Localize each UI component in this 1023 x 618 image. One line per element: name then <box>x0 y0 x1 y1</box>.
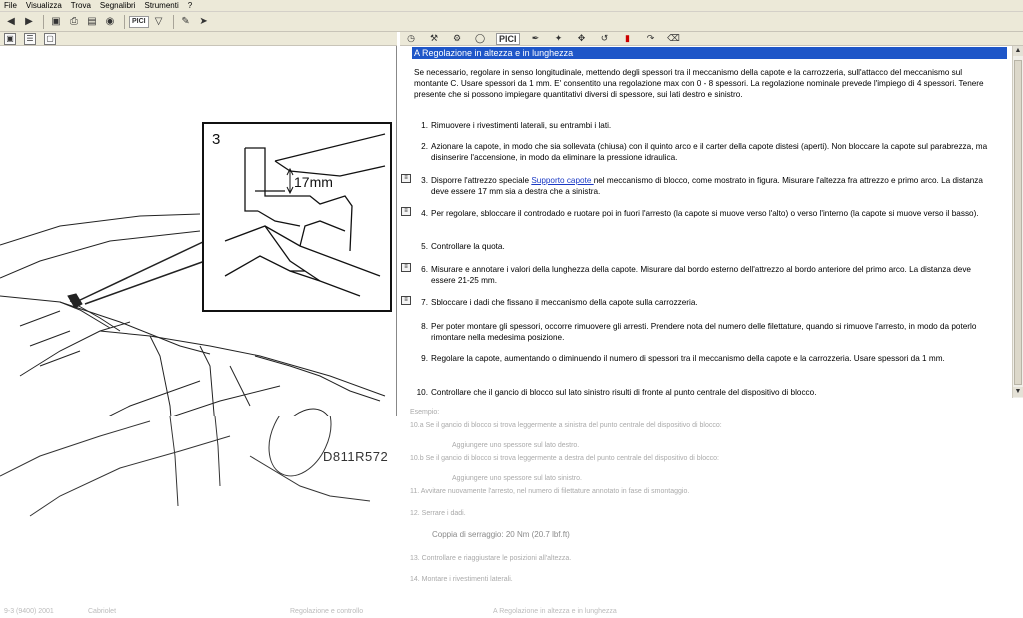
menu-trova[interactable]: Trova <box>70 0 91 10</box>
car-icon[interactable]: ▣ <box>51 16 61 27</box>
step-text: Rimuovere i rivestimenti laterali, su entrambi i lati. <box>431 121 612 130</box>
torque-value: Coppia di serraggio: 20 Nm (20.7 lbf.ft) <box>432 530 570 539</box>
reference-icon[interactable]: ≡ <box>401 174 411 183</box>
faded-line: 12. Serrare i dadi. <box>410 510 466 517</box>
faded-line: 10.a Se il gancio di blocco si trova leggermente a sinistra del punto centrale del dispositivo di blocco: <box>410 422 722 429</box>
reference-icon[interactable]: ≡ <box>401 263 411 272</box>
tool-icon[interactable]: ◯ <box>474 33 486 43</box>
convertible-roof-illustration <box>0 46 397 416</box>
step-text: Misurare e annotare i valori della lunghezza della capote. Misurare dal bordo esterno dell'attrezzo al bordo anteriore del primo arco. La distanza deve essere 21-25 mm. <box>431 265 971 285</box>
status-model: Cabriolet <box>88 608 117 615</box>
arrow-left-icon[interactable]: ◀ <box>7 16 15 27</box>
step-number: 7. <box>421 298 428 307</box>
dimension-label: 17mm <box>294 174 333 190</box>
menu-visualizza[interactable]: Visualizza <box>25 0 62 10</box>
intro-paragraph: Se necessario, regolare in senso longitudinale, mettendo degli spessori tra il meccanismo della capote e la carrozzeria, sull'attacco del meccanismo sul montante C. Usare spessori da 1 mm. E' consentito una regolazione max con 0 - 8 spessori. La regolazione nominale prevede l'impiego di 4 spessori. Tenere presente che si possono impiegare quantitativi diversi di spessore, sui lati destro e sinistro. <box>414 68 984 99</box>
move-icon[interactable]: ✥ <box>577 33 586 43</box>
menu-file[interactable]: File <box>4 0 17 10</box>
clock-icon[interactable]: ◷ <box>407 33 415 43</box>
step-text-part: nel meccanismo di blocco, come mostrato in figura. Misurare l'altezza fra attrezzo e primo arco. La distanza deve essere 17 mm sia a destra che a sinistra. <box>431 176 983 196</box>
step-number: 9. <box>421 354 428 363</box>
menu-segnalibri[interactable]: Segnalibri <box>99 0 136 10</box>
image-icon[interactable]: ▢ <box>44 33 56 45</box>
step-text: Per regolare, sbloccare il controdado e ruotare poi in fuori l'arresto (la capote si muove verso l'alto) o verso l'interno (la capote si muove verso il basso). <box>431 209 979 218</box>
scroll-up-icon[interactable]: ▲ <box>1014 47 1022 54</box>
menu-strumenti[interactable]: Strumenti <box>144 0 179 10</box>
supporto-capote-link[interactable]: Supporto capote <box>531 176 594 185</box>
step-text-part: Disporre l'attrezzo speciale <box>431 176 532 185</box>
step-number: 5. <box>421 242 428 251</box>
step-number: 10. <box>416 388 428 397</box>
vertical-scrollbar[interactable] <box>1012 46 1023 398</box>
toolbar-separator <box>43 15 44 29</box>
binoculars-icon[interactable]: ◉ <box>105 16 115 27</box>
step-text: Controllare la quota. <box>431 242 505 251</box>
rotate-icon[interactable]: ↺ <box>600 33 609 43</box>
step-text <box>431 176 991 197</box>
status-group: Regolazione e controllo <box>290 608 364 615</box>
pici-button-right[interactable]: PICI <box>496 33 520 45</box>
step-number: 3. <box>421 176 428 185</box>
faded-line: Aggiungere uno spessore sul lato destro. <box>452 442 580 449</box>
step-text: Per poter montare gli spessori, occorre rimuovere gli arresti. Prendere nota del numero delle filettature, quando si rimuove l'arresto, in modo da poterlo rimontare nella medesima posizione. <box>431 322 977 342</box>
folder-icon[interactable]: ▤ <box>87 16 97 27</box>
step-number: 2. <box>421 142 428 151</box>
magic-icon[interactable]: ✦ <box>554 33 563 43</box>
detail-number: 3 <box>212 131 221 148</box>
step-number: 4. <box>421 209 428 218</box>
status-section: A Regolazione in altezza e in lunghezza <box>493 608 617 615</box>
zoom-icon[interactable]: ▣ <box>4 33 16 45</box>
procedure-pane <box>400 46 1012 398</box>
right-toolbar <box>400 32 1023 46</box>
reference-icon[interactable]: ≡ <box>401 296 411 305</box>
step-text: Controllare che il gancio di blocco sul lato sinistro risulti di fronte al punto centrale del dispositivo di blocco. <box>431 388 817 397</box>
wrench-icon[interactable]: ⚒ <box>429 33 439 43</box>
reference-icon[interactable]: ≡ <box>401 207 411 216</box>
step-number: 8. <box>421 322 428 331</box>
cursor-icon[interactable]: ➤ <box>199 16 208 27</box>
faded-line: 14. Montare i rivestimenti laterali. <box>410 576 513 583</box>
step-text: Sbloccare i dadi che fissano il meccanismo della capote sulla carrozzeria. <box>431 298 698 307</box>
left-toolbar <box>0 32 397 46</box>
step-text: Regolare la capote, aumentando o diminuendo il numero di spessori tra il meccanismo della capote e la carrozzeria. Usare spessori da 1 mm. <box>431 354 945 363</box>
brush-icon[interactable]: ✒ <box>531 33 540 43</box>
scroll-down-icon[interactable]: ▼ <box>1014 388 1022 395</box>
main-toolbar <box>0 12 1023 32</box>
step-text: Azionare la capote, in modo che sia sollevata (chiusa) con il quinto arco e il carter della capote distesi (aperti). Non bloccare la capote sul parabrezza, ma disinserire l'accensione, in modo da eliminare la pressione idraulica. <box>431 142 988 162</box>
toolbar-separator <box>173 15 174 29</box>
figure-reference: D811R572 <box>323 449 389 464</box>
section-title: A Regolazione in altezza e in lunghezza <box>412 47 1007 59</box>
status-model-year: 9-3 (9400) 2001 <box>4 608 54 615</box>
arrow-right-icon[interactable]: ▶ <box>25 16 33 27</box>
lower-car-illustration <box>0 416 397 521</box>
list-icon[interactable]: ☰ <box>24 33 36 45</box>
marker-icon[interactable]: ▮ <box>625 33 630 43</box>
eraser-icon[interactable]: ⌫ <box>667 33 680 43</box>
toolbar-separator <box>124 15 125 29</box>
scroll-thumb[interactable] <box>1014 60 1022 385</box>
illustration-pane <box>0 46 397 416</box>
faded-line: 11. Avvitare nuovamente l'arresto, nel numero di filettature annotato in fase di smontaggio. <box>410 488 690 495</box>
printer-icon[interactable]: ⎙ <box>70 16 78 27</box>
step-number: 6. <box>421 265 428 274</box>
step-number: 1. <box>421 121 428 130</box>
gears-icon[interactable]: ⚙ <box>452 33 462 43</box>
faded-content <box>400 400 1020 600</box>
faded-line: 10.b Se il gancio di blocco si trova leggermente a destra del punto centrale del dispositivo di blocco: <box>410 455 719 462</box>
filter-icon[interactable]: ▽ <box>154 16 163 27</box>
menu-bar <box>0 0 1023 12</box>
pici-button[interactable]: PICI <box>129 16 149 28</box>
status-bar <box>0 606 1023 618</box>
faded-line: Esempio: <box>410 409 440 416</box>
faded-line: Aggiungere uno spessore sul lato sinistro. <box>452 475 582 482</box>
faded-line: 13. Controllare e riaggiustare le posizioni all'altezza. <box>410 555 572 562</box>
menu-help[interactable]: ? <box>187 0 193 10</box>
pencil-icon[interactable]: ✎ <box>181 16 190 27</box>
fold-icon[interactable]: ↷ <box>646 33 655 43</box>
